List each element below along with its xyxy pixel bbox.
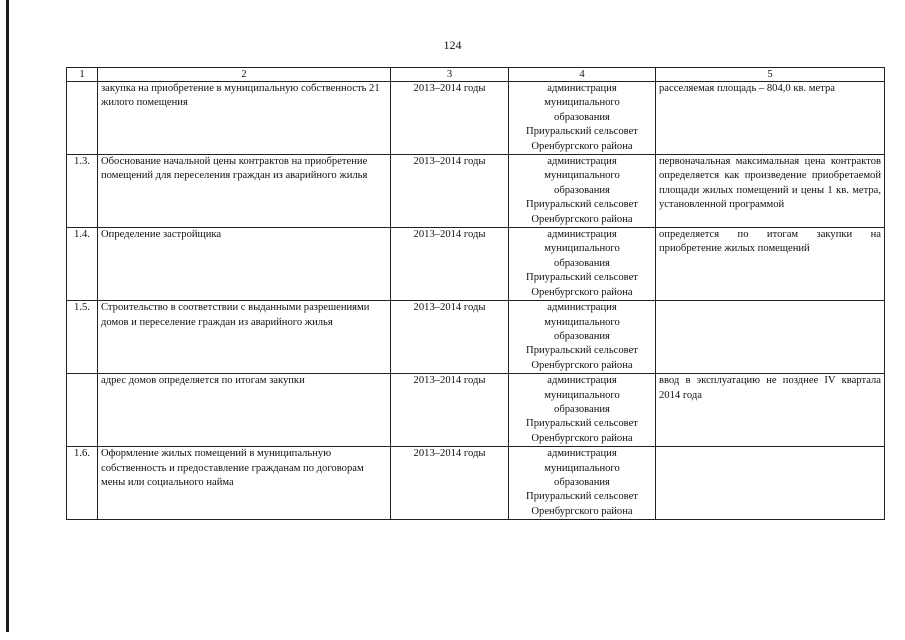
activity-name-cell: закупка на приобретение в муниципальную собственность 21 жилого помещения bbox=[98, 82, 391, 155]
table-row bbox=[67, 228, 885, 301]
header-col-5: 5 bbox=[656, 68, 885, 82]
header-col-1: 1 bbox=[67, 68, 98, 82]
executor-cell bbox=[509, 301, 656, 374]
table-row bbox=[67, 447, 885, 520]
executor-line: Оренбургского района bbox=[531, 432, 633, 444]
period-cell: 2013–2014 годы bbox=[391, 447, 509, 520]
executor-line: Приуральский сельсовет bbox=[526, 199, 638, 211]
header-col-2: 2 bbox=[98, 68, 391, 82]
executor-line: образования bbox=[554, 184, 610, 196]
executor-line: Оренбургского района bbox=[531, 286, 633, 298]
note-cell: первоначальная максимальная цена контрактов определяется как произведение приобретаемой площади жилых помещений и цены 1 кв. метра, установленной программой bbox=[656, 155, 885, 228]
executor-cell bbox=[509, 447, 656, 520]
executor-line: образования bbox=[554, 111, 610, 123]
executor-line: муниципального bbox=[544, 462, 620, 474]
table-row bbox=[67, 301, 885, 374]
executor-line: образования bbox=[554, 403, 610, 415]
period-cell: 2013–2014 годы bbox=[391, 374, 509, 447]
executor-line: администрация bbox=[547, 156, 617, 168]
page-number: 124 bbox=[443, 38, 462, 52]
activity-name-cell: Строительство в соответствии с выданными разрешениями домов и переселение граждан из аварийного жилья bbox=[98, 301, 391, 374]
activity-name-cell: адрес домов определяется по итогам закупки bbox=[98, 374, 391, 447]
executor-cell bbox=[509, 82, 656, 155]
header-col-4: 4 bbox=[509, 68, 656, 82]
executor-line: администрация bbox=[547, 229, 617, 241]
note-cell: расселяемая площадь – 804,0 кв. метра bbox=[656, 82, 885, 155]
row-number-cell bbox=[67, 82, 98, 155]
executor-line: Оренбургского района bbox=[531, 140, 633, 152]
executor-line: администрация bbox=[547, 302, 617, 314]
table-row bbox=[67, 374, 885, 447]
executor-line: образования bbox=[554, 476, 610, 488]
executor-line: Оренбургского района bbox=[531, 213, 633, 225]
executor-line: Приуральский сельсовет bbox=[526, 345, 638, 357]
note-cell: определяется по итогам закупки на приобретение жилых помещений bbox=[656, 228, 885, 301]
row-number-cell: 1.4. bbox=[67, 228, 98, 301]
table-row bbox=[67, 155, 885, 228]
activity-name-cell: Оформление жилых помещений в муниципальную собственность и предоставление гражданам по договорам мены или социального найма bbox=[98, 447, 391, 520]
table-header-row bbox=[67, 68, 885, 82]
note-cell bbox=[656, 447, 885, 520]
row-number-cell bbox=[67, 374, 98, 447]
note-cell bbox=[656, 301, 885, 374]
executor-line: администрация bbox=[547, 375, 617, 387]
binding-edge-line bbox=[6, 0, 9, 632]
row-number-cell: 1.5. bbox=[67, 301, 98, 374]
activity-name-cell: Обоснование начальной цены контрактов на приобретение помещений для переселения граждан из аварийного жилья bbox=[98, 155, 391, 228]
executor-line: муниципального bbox=[544, 316, 620, 328]
row-number-cell: 1.3. bbox=[67, 155, 98, 228]
executor-line: Приуральский сельсовет bbox=[526, 126, 638, 138]
period-cell: 2013–2014 годы bbox=[391, 301, 509, 374]
executor-cell bbox=[509, 374, 656, 447]
executor-cell bbox=[509, 228, 656, 301]
executor-line: муниципального bbox=[544, 243, 620, 255]
executor-line: образования bbox=[554, 257, 610, 269]
executor-line: Приуральский сельсовет bbox=[526, 418, 638, 430]
executor-line: Оренбургского района bbox=[531, 505, 633, 517]
executor-cell bbox=[509, 155, 656, 228]
executor-line: Приуральский сельсовет bbox=[526, 272, 638, 284]
executor-line: муниципального bbox=[544, 389, 620, 401]
note-cell: ввод в эксплуатацию не позднее IV квартала 2014 года bbox=[656, 374, 885, 447]
executor-line: муниципального bbox=[544, 170, 620, 182]
executor-line: администрация bbox=[547, 448, 617, 460]
executor-line: Приуральский сельсовет bbox=[526, 491, 638, 503]
executor-line: муниципального bbox=[544, 97, 620, 109]
period-cell: 2013–2014 годы bbox=[391, 228, 509, 301]
row-number-cell: 1.6. bbox=[67, 447, 98, 520]
program-table bbox=[66, 67, 885, 520]
activity-name-cell: Определение застройщика bbox=[98, 228, 391, 301]
executor-line: Оренбургского района bbox=[531, 359, 633, 371]
executor-line: администрация bbox=[547, 83, 617, 94]
period-cell: 2013–2014 годы bbox=[391, 82, 509, 155]
header-col-3: 3 bbox=[391, 68, 509, 82]
executor-line: образования bbox=[554, 330, 610, 342]
table-row bbox=[67, 82, 885, 155]
period-cell: 2013–2014 годы bbox=[391, 155, 509, 228]
